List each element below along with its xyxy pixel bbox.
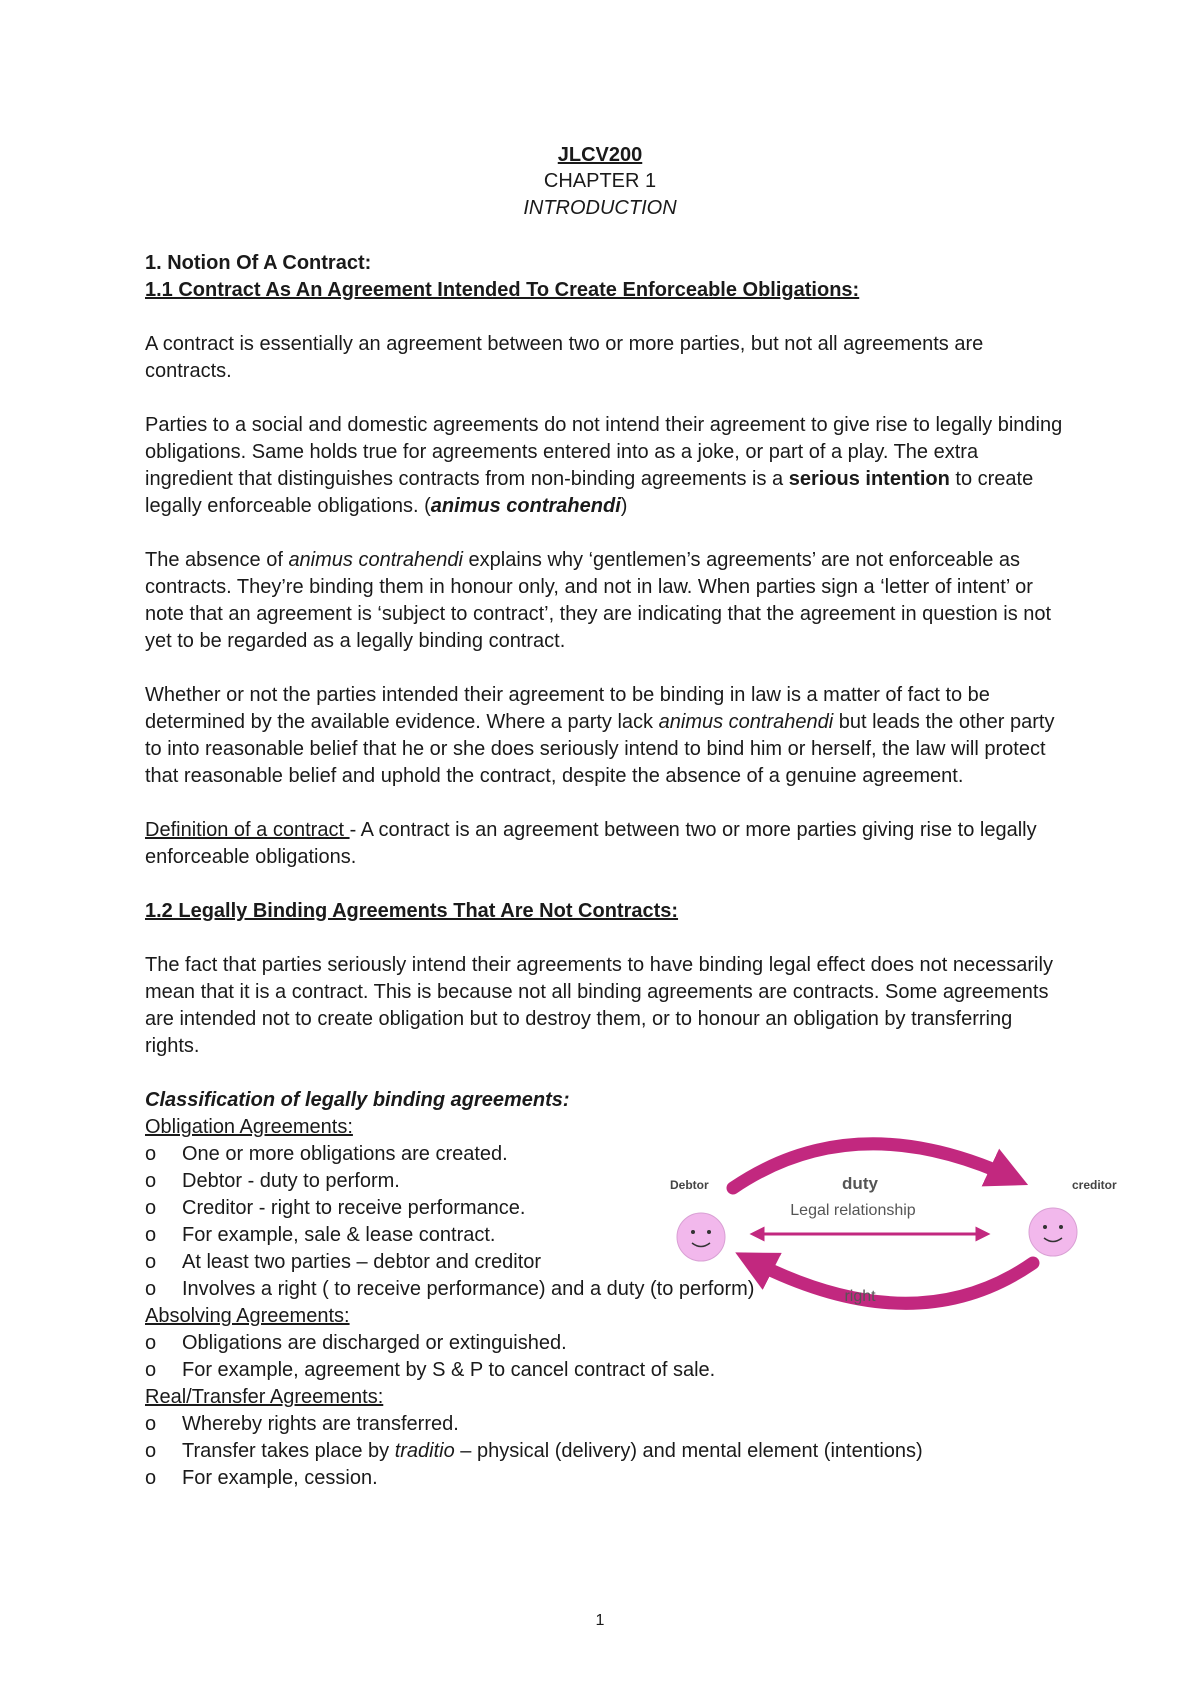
- definition-label: Definition of a contract: [145, 819, 350, 841]
- list-title: Real/Transfer Agreements:: [145, 1386, 384, 1408]
- creditor-face-icon: [1029, 1208, 1077, 1256]
- paragraph: The absence of animus contrahendi explains why ‘gentlemen’s agreements’ are not enforceable as contracts. They’re binding them in honour only, and not in law. When parties sign a ‘letter of intent’ or note that an agreement is ‘subject to contract’, they are indicating that the agreement in question is not yet to be regarded as a legally binding contract.: [145, 549, 1052, 652]
- paragraph: A contract is essentially an agreement between two or more parties, but not all agreements are contracts.: [145, 333, 984, 382]
- emphasis: serious intention: [788, 468, 950, 490]
- debtor-face-icon: [677, 1213, 725, 1261]
- list-title: Obligation Agreements:: [145, 1116, 353, 1138]
- subsection-heading: 1.1 Contract As An Agreement Intended To Create Enforceable Obligations:: [145, 279, 860, 301]
- legal-relationship-label: Legal relationship: [790, 1202, 916, 1219]
- chapter-label: CHAPTER 1: [543, 170, 657, 192]
- paragraph: Parties to a social and domestic agreements do not intend their agreement to give rise to legally binding obligations. Same holds true for agreements entered into as a joke, or part of a play. The extra ingredient that distinguishes contracts from non-binding agreements is a serious intention to create legally enforceable obligations. (animus contrahendi): [145, 414, 1063, 517]
- creditor-label: creditor: [1072, 1178, 1117, 1192]
- course-code: JLCV200: [557, 144, 643, 166]
- list-item: o Whereby rights are transferred.: [145, 1411, 1070, 1438]
- list-item: o Creditor - right to receive performance.: [145, 1195, 1070, 1222]
- list-item: o One or more obligations are created.: [145, 1141, 1070, 1168]
- list-item: o For example, cession.: [145, 1465, 1070, 1492]
- debtor-label: Debtor: [670, 1178, 709, 1192]
- chapter-title: INTRODUCTION: [523, 197, 677, 219]
- list-item: o For example, sale & lease contract.: [145, 1222, 1070, 1249]
- emphasis: animus contrahendi: [430, 495, 621, 517]
- subsection-heading: 1.2 Legally Binding Agreements That Are Not Contracts:: [145, 900, 679, 922]
- paragraph: Whether or not the parties intended their agreement to be binding in law is a matter of fact to be determined by the available evidence. Where a party lack animus contrahendi but leads the other party to into reasonable belief that he or she does seriously intend to bind him or herself, the law will protect that reasonable belief and uphold the contract, despite the absence of a genuine agreement.: [145, 684, 1055, 787]
- definition: Definition of a contract - A contract is an agreement between two or more parties giving rise to legally enforceable obligations.: [145, 819, 1037, 868]
- right-label: right: [844, 1288, 876, 1305]
- list-item: o Transfer takes place by traditio – physical (delivery) and mental element (intentions): [145, 1438, 1070, 1465]
- paragraph: The fact that parties seriously intend their agreements to have binding legal effect does not necessarily mean that it is a contract. This is because not all binding agreements are contracts. Some agreements are intended not to create obligation but to destroy them, or to honour an obligation by transferring rights.: [145, 954, 1053, 1057]
- list-item: o Involves a right ( to receive performance) and a duty (to perform): [145, 1276, 1070, 1303]
- list-item: o At least two parties – debtor and creditor: [145, 1249, 1070, 1276]
- section-heading: 1. Notion Of A Contract:: [145, 252, 372, 274]
- right-arrow: [750, 1260, 1033, 1303]
- list-item: o Debtor - duty to perform.: [145, 1168, 1070, 1195]
- list-title: Absolving Agreements:: [145, 1305, 350, 1327]
- list-item: o For example, agreement by S & P to cancel contract of sale.: [145, 1357, 1070, 1384]
- legal-relationship-diagram: [665, 1120, 1125, 1330]
- duty-label: duty: [842, 1174, 878, 1193]
- list-item: o Obligations are discharged or extinguished.: [145, 1330, 1070, 1357]
- page-number: 1: [595, 1612, 605, 1629]
- classification-heading: Classification of legally binding agreements:: [145, 1089, 570, 1111]
